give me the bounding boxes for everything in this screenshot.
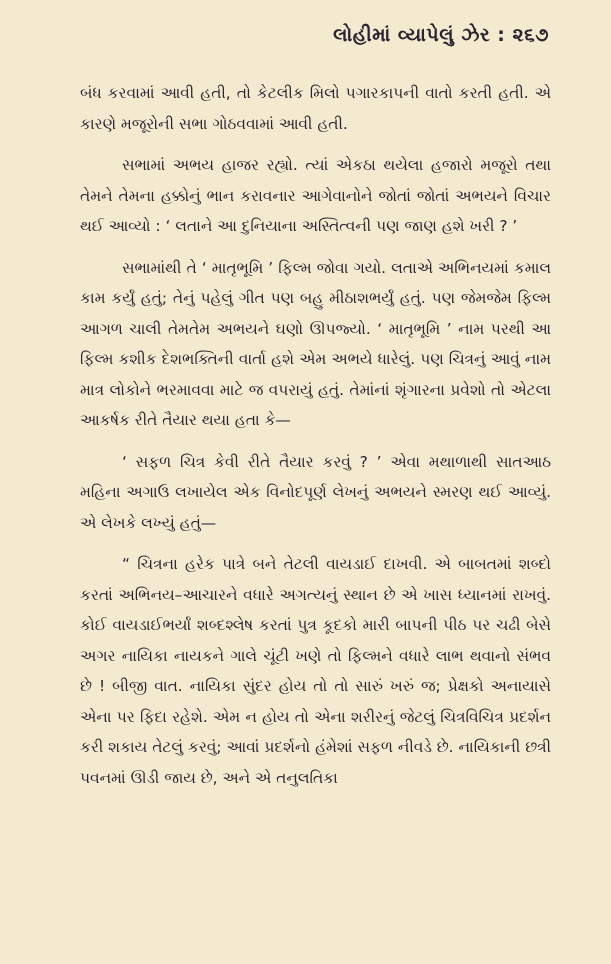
paragraph-quoted: “ ચિત્રના હરેક પાત્રે બને તેટલી વાયડાઈ દાખવી. એ બાબતમાં શબ્દો કરતાં અભિનય–આચારને વધારે અગત્યનું સ્થાન છે એ ખાસ ધ્યાનમાં રાખવું. કોઈ વાયડાઈભર્યાં શબ્દશ્લેષ કરતાં પુત્ર કૂદકો મારી બાપની પીઠ પર ચઢી બેસે અગર નાયિકા નાયકને ગાલે ચૂંટી ખણે તો ફિલ્મને વધારે લાભ થવાનો સંભવ છે ! બીજી વાત. નાયિકા સુંદર હોય તો તો સારું ખરું જ; પ્રેક્ષકો અનાયાસે એના પર ફિદા રહેશે. એમ ન હોય તો એના શરીરનું જેટલું ચિત્રવિચિત્ર પ્રદર્શન કરી શકાય તેટલું કરવું; આવાં પ્રદર્શનો હંમેશાં સફળ નીવડે છે. નાયિકાની છત્રી પવનમાં ઊડી જાય છે, અને એ તનુલતિકા <box>80 555 551 787</box>
paragraph: સભામાં અભય હાજર રહ્યો. ત્યાં એકઠા થયેલા હજારો મજૂરો તથા તેમને તેમના હક્કોનું ભાન કરાવનાર આગેવાનોને જોતાં જોતાં અભયને વિચાર થઈ આવ્યો : ‘ લતાને આ દુનિયાના અસ્તિત્વની પણ જાણ હશે ખરી ? ’ <box>80 156 551 235</box>
running-header: લોહીમાં વ્યાપેલું ઝેર : ૨૬૭ <box>333 24 549 46</box>
paragraph: ‘ સફળ ચિત્ર કેવી રીતે તૈયાર કરવું ? ’ એવા મથાળાથી સાતઆઠ મહિના અગાઉ લખાયેલ એક વિનોદપૂર્ણ લેખનું અભયને સ્મરણ થઈ આવ્યું. એ લેખકે લખ્યું હતું— <box>80 452 551 532</box>
header-separator <box>0 62 611 63</box>
paragraph-continued: બંધ કરવામાં આવી હતી, તો કેટલીક મિલો પગારકાપની વાતો કરતી હતી. એ કારણે મજૂરોની સભા ગોઠવવામાં આવી હતી. <box>80 84 551 133</box>
paragraph: સભામાંથી તે ‘ માતૃભૂમિ ’ ફિલ્મ જોવા ગયો. લતાએ અભિનયમાં કમાલ કામ કર્યું હતું; તેનું પહેલું ગીત પણ બહુ મીઠાશભર્યું હતું. પણ જેમજેમ ફિલ્મ આગળ ચાલી તેમતેમ અભયને ઘણો ઊપજ્યો. ‘ માતૃભૂમિ ’ નામ પરથી આ ફિલ્મ કશીક દેશભક્તિની વાર્તા હશે એમ અભયે ધારેલું. પણ ચિત્રનું આવું નામ માત્ર લોકોને ભરમાવવા માટે જ વપરાયું હતું. તેમાંનાં શૃંગારના પ્રવેશો તો એટલા આકર્ષક રીતે તૈયાર થયા હતા કે— <box>80 258 551 429</box>
page-body <box>80 78 551 804</box>
